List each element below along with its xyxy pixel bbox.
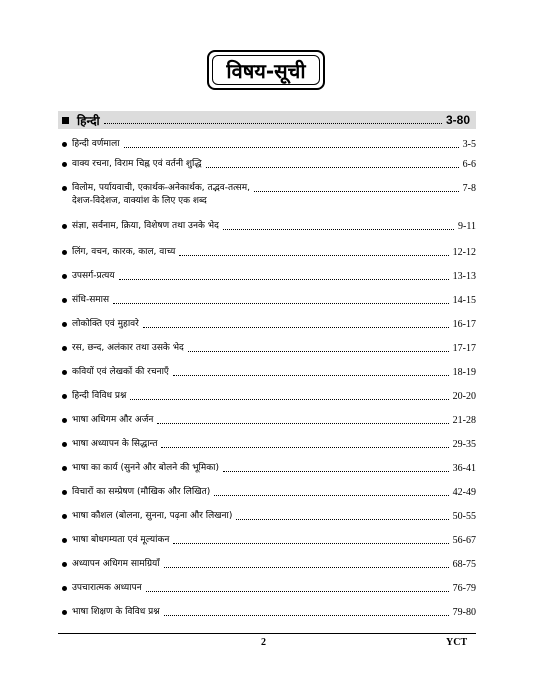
- toc-item[interactable]: [62, 220, 476, 233]
- dot-leader: [223, 229, 454, 230]
- dot-leader: [223, 471, 449, 472]
- dot-leader: [164, 567, 449, 568]
- toc-item-line: [62, 294, 476, 307]
- toc-item[interactable]: [62, 414, 476, 427]
- toc-item-line: [62, 182, 476, 195]
- dot-leader: [119, 279, 449, 280]
- bullet-icon: [62, 274, 67, 279]
- toc-item-label: लोकोक्ति एवं मुहावरे: [72, 319, 139, 329]
- dot-leader: [206, 167, 459, 168]
- dot-leader: [173, 375, 449, 376]
- toc-item-pages: 21-28: [452, 415, 476, 426]
- page-title: विषय-सूची: [212, 55, 320, 85]
- bullet-icon: [62, 490, 67, 495]
- bullet-icon: [62, 514, 67, 519]
- toc-item[interactable]: [62, 510, 476, 523]
- toc-item-line: [62, 558, 476, 571]
- bullet-icon: [62, 442, 67, 447]
- toc-item-pages: 36-41: [452, 463, 476, 474]
- toc-item-line: [62, 318, 476, 331]
- toc-item-label: विलोम, पर्यायवाची, एकार्थक-अनेकार्थक, तद्भव-तत्सम,: [72, 183, 251, 193]
- dot-leader: [179, 255, 448, 256]
- dot-leader: [124, 147, 459, 148]
- bullet-icon: [62, 562, 67, 567]
- toc-item-pages: 9-11: [458, 221, 476, 232]
- toc-item-label: हिन्दी विविध प्रश्न: [72, 391, 127, 401]
- toc-item[interactable]: [62, 534, 476, 547]
- bullet-icon: [62, 610, 67, 615]
- toc-item[interactable]: [62, 486, 476, 499]
- bullet-icon: [62, 224, 67, 229]
- toc-item[interactable]: [62, 246, 476, 259]
- toc-item-pages: 56-67: [452, 535, 476, 546]
- toc-item-line: [62, 534, 476, 547]
- toc-item[interactable]: [62, 390, 476, 403]
- toc-item-line: [62, 582, 476, 595]
- toc-item[interactable]: [62, 438, 476, 451]
- section-header-hindi[interactable]: [58, 111, 476, 129]
- bullet-icon: [62, 538, 67, 543]
- bullet-icon: [62, 346, 67, 351]
- toc-item[interactable]: [62, 462, 476, 475]
- dot-leader: [113, 303, 449, 304]
- toc-item[interactable]: [62, 138, 476, 151]
- toc-item[interactable]: [62, 158, 476, 171]
- bullet-icon: [62, 186, 67, 191]
- toc-item-line: [62, 438, 476, 451]
- toc-item-label: संज्ञा, सर्वनाम, क्रिया, विशेषण तथा उनके भेद: [72, 221, 219, 231]
- dot-leader: [164, 615, 449, 616]
- section-label: हिन्दी: [77, 113, 100, 128]
- dot-leader: [254, 191, 459, 192]
- toc-item-pages: 7-8: [462, 183, 476, 194]
- toc-item-label: संधि-समास: [72, 295, 110, 305]
- bullet-icon: [62, 250, 67, 255]
- toc-item-label: हिन्दी वर्णमाला: [72, 139, 120, 149]
- toc-item-line: [62, 270, 476, 283]
- toc-item-line: [62, 414, 476, 427]
- bullet-icon: [62, 322, 67, 327]
- toc-item-line: [62, 366, 476, 379]
- toc-item-label: भाषा अध्यापन के सिद्धान्त: [72, 439, 158, 449]
- toc-item-label: रस, छन्द, अलंकार तथा उसके भेद: [72, 343, 184, 353]
- bullet-icon: [62, 418, 67, 423]
- toc-item[interactable]: [62, 270, 476, 283]
- toc-item-line: [62, 390, 476, 403]
- footer-brand: YCT: [446, 637, 468, 648]
- toc-item-label: भाषा शिक्षण के विविध प्रश्न: [72, 607, 160, 617]
- bullet-icon: [62, 466, 67, 471]
- toc-item-label: वाक्य रचना, विराम चिह्न एवं वर्तनी शुद्धि: [72, 159, 202, 169]
- toc-item-line: [62, 342, 476, 355]
- toc-item-pages: 13-13: [452, 271, 476, 282]
- bullet-icon: [62, 298, 67, 303]
- toc-item-pages: 17-17: [452, 343, 476, 354]
- toc-item-line: [62, 462, 476, 475]
- toc-item-pages: 3-5: [462, 139, 476, 150]
- toc-item-pages: 68-75: [452, 559, 476, 570]
- toc-item[interactable]: [62, 318, 476, 331]
- toc-item[interactable]: [62, 294, 476, 307]
- toc-item-pages: 50-55: [452, 511, 476, 522]
- toc-item-label: उपचारात्मक अध्यापन: [72, 583, 142, 593]
- toc-item-label: भाषा अधिगम और अर्जन: [72, 415, 154, 425]
- bullet-icon: [62, 162, 67, 167]
- toc-item-label: विचारों का सम्प्रेषण (मौखिक और लिखित): [72, 487, 211, 497]
- dot-leader: [188, 351, 449, 352]
- dot-leader: [161, 447, 448, 448]
- dot-leader: [236, 519, 448, 520]
- toc-item[interactable]: [62, 582, 476, 595]
- toc-item-pages: 14-15: [452, 295, 476, 306]
- dot-leader: [146, 591, 449, 592]
- toc-item-label: कवियों एवं लेखकों की रचनाएँ: [72, 367, 169, 377]
- toc-item[interactable]: [62, 342, 476, 355]
- toc-item-line: [62, 220, 476, 233]
- section-pages: 3-80: [445, 113, 470, 127]
- toc-item-label: अध्यापन अधिगम सामग्रियाँ: [72, 559, 160, 569]
- dot-leader: [130, 399, 448, 400]
- toc-item-label: भाषा का कार्य (सुनने और बोलने की भूमिका): [72, 463, 220, 473]
- toc-item-pages: 29-35: [452, 439, 476, 450]
- toc-item-line: [62, 486, 476, 499]
- toc-item-pages: 12-12: [452, 247, 476, 258]
- toc-item-label: भाषा बोधगम्यता एवं मूल्यांकन: [72, 535, 170, 545]
- toc-item-pages: 20-20: [452, 391, 476, 402]
- toc-item-label: भाषा कौशल (बोलना, सुनना, पढ़ना और लिखना): [72, 511, 233, 521]
- toc-item[interactable]: [62, 366, 476, 379]
- square-bullet-icon: [62, 117, 69, 124]
- toc-item[interactable]: [62, 606, 476, 619]
- toc-item-line: [62, 510, 476, 523]
- dot-leader: [214, 495, 448, 496]
- toc-item-label-continued: देशज-विदेशज, वाक्यांश के लिए एक शब्द: [72, 196, 207, 206]
- toc-item[interactable]: [62, 182, 476, 207]
- toc-item-pages: 18-19: [452, 367, 476, 378]
- toc-item-pages: 16-17: [452, 319, 476, 330]
- title-box: [207, 50, 325, 90]
- toc-item-pages: 42-49: [452, 487, 476, 498]
- toc-item-line: [62, 606, 476, 619]
- toc-item-line: [62, 138, 476, 151]
- bullet-icon: [62, 394, 67, 399]
- footer-divider: [58, 633, 476, 634]
- dot-leader: [173, 543, 448, 544]
- footer-page-number: 2: [261, 637, 266, 648]
- toc-item-label: उपसर्ग-प्रत्यय: [72, 271, 115, 281]
- bullet-icon: [62, 586, 67, 591]
- toc-item-line: [62, 246, 476, 259]
- toc-item-pages: 79-80: [452, 607, 476, 618]
- bullet-icon: [62, 370, 67, 375]
- toc-item[interactable]: [62, 558, 476, 571]
- bullet-icon: [62, 142, 67, 147]
- toc-item-pages: 6-6: [462, 159, 476, 170]
- dot-leader: [157, 423, 448, 424]
- dot-leader: [104, 123, 442, 124]
- toc-item-line: [62, 158, 476, 171]
- dot-leader: [143, 327, 449, 328]
- toc-item-label: लिंग, वचन, कारक, काल, वाच्य: [72, 247, 176, 257]
- toc-item-pages: 76-79: [452, 583, 476, 594]
